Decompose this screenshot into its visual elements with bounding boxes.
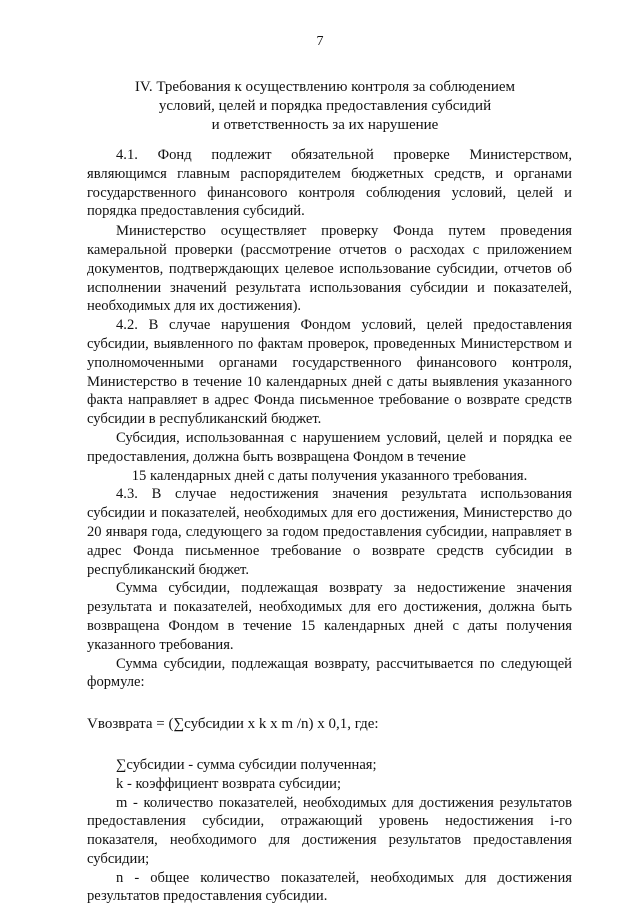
paragraph-4-1: 4.1. Фонд подлежит обязательной проверке Министерством, являющимся главным распорядителем бюджетных средств, и органами государственного финансового контроля соблюдения условий, целей и порядка предоставления субсидий. <box>87 147 572 220</box>
return-formula: Vвозврата = (∑субсидии x k x m /n) x 0,1, где: <box>87 716 379 733</box>
section-heading <box>90 78 560 135</box>
definition-sum: ∑субсидии - сумма субсидии полученная; <box>116 756 377 773</box>
heading-line-3: и ответственность за их нарушение <box>211 117 439 133</box>
definition-n: n - общее количество показателей, необходимых для достижения результатов предоставления субсидии. <box>87 869 572 905</box>
paragraph-subsidy-return: Субсидия, использованная с нарушением условий, целей и порядка ее предоставления, должна быть возвращена Фондом в течение <box>87 429 572 465</box>
paragraph-ministry-check: Министерство осуществляет проверку Фонда путем проведения камеральной проверки (рассмотрение отчетов о расходах с приложением документов, подтверждающих целевое использование субсидии, отчетов об исполнении значений результата использования субсидии и показателей, необходимых для их достижения). <box>87 223 572 315</box>
paragraph-return-deadline: 15 календарных дней с даты получения указанного требования. <box>131 467 528 484</box>
paragraph-4-2: 4.2. В случае нарушения Фондом условий, целей предоставления субсидии, выявленного по фактам проверок, проведенных Министерством и уполномоченными органами государственного финансового контроля, Министерство в течение 10 календарных дней с даты выявления указанного факта направляет в адрес Фонда письменное требование о возврате средств субсидии в республиканский бюджет. <box>87 317 572 428</box>
paragraph-formula-intro: Сумма субсидии, подлежащая возврату, рассчитывается по следующей формуле: <box>87 655 572 691</box>
page-number: 7 <box>316 34 324 49</box>
paragraph-4-3: 4.3. В случае недостижения значения результата использования субсидии и показателей, необходимых для его достижения, Министерство до 20 января года, следующего за годом предоставления субсидии, направляет в адрес Фонда письменное требование о возврате средств субсидии в республиканский бюджет. <box>87 486 572 578</box>
heading-line-2: условий, целей и порядка предоставления субсидий <box>158 98 492 114</box>
heading-line-1: IV. Требования к осуществлению контроля за соблюдением <box>134 79 516 95</box>
definition-m: m - количество показателей, необходимых для достижения результатов предоставления субсидии, отражающий уровень недостижения i-го показателя, необходимого для достижения результатов предоставления субсидии; <box>87 794 572 867</box>
definition-k: k - коэффициент возврата субсидии; <box>116 775 342 792</box>
paragraph-return-sum: Сумма субсидии, подлежащая возврату за недостижение значения результата и показателей, необходимых для его достижения, должна быть возвращена Фондом в течение 15 календарных дней с даты получения указанного требования. <box>87 580 572 653</box>
document-body <box>87 146 572 906</box>
